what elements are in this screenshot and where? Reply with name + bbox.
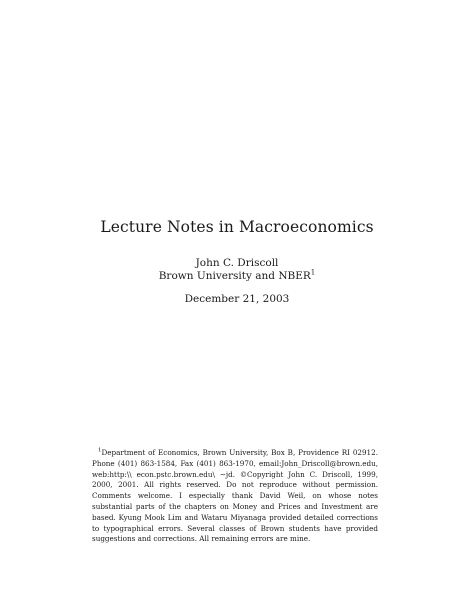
footnote	[92, 448, 378, 545]
affiliation-text: Brown University and NBER	[158, 270, 311, 282]
author-block	[0, 257, 474, 283]
footnote-text: Department of Economics, Brown University, Box B, Providence RI 02912. Phone (401) 863-1584, Fax (401) 863-1970, email:John_Driscoll@brown.edu, web:http:\\ econ.pstc.brown.edu\ ∼jd. ©Copyright John C. Driscoll, 1999, 2000, 2001. All rights reserved. Do not reproduce without permission. Comments welcome. I especially thank David Weil, on whose notes substantial parts of the chapters on Money and Prices and Investment are based. Kyung Mook Lim and Wataru Miyanaga provided detailed corrections to typographical errors. Several classes of Brown students have provided suggestions and corrections. All remaining errors are mine.	[92, 448, 378, 544]
footnote-paragraph	[92, 448, 378, 545]
affiliation-footnote-marker: 1	[310, 268, 316, 277]
document-date: December 21, 2003	[184, 293, 290, 305]
document-title: Lecture Notes in Macroeconomics	[100, 218, 374, 236]
author-name: John C. Driscoll	[195, 257, 279, 269]
footnote-marker: 1	[98, 447, 102, 454]
author-affiliation	[0, 270, 474, 283]
